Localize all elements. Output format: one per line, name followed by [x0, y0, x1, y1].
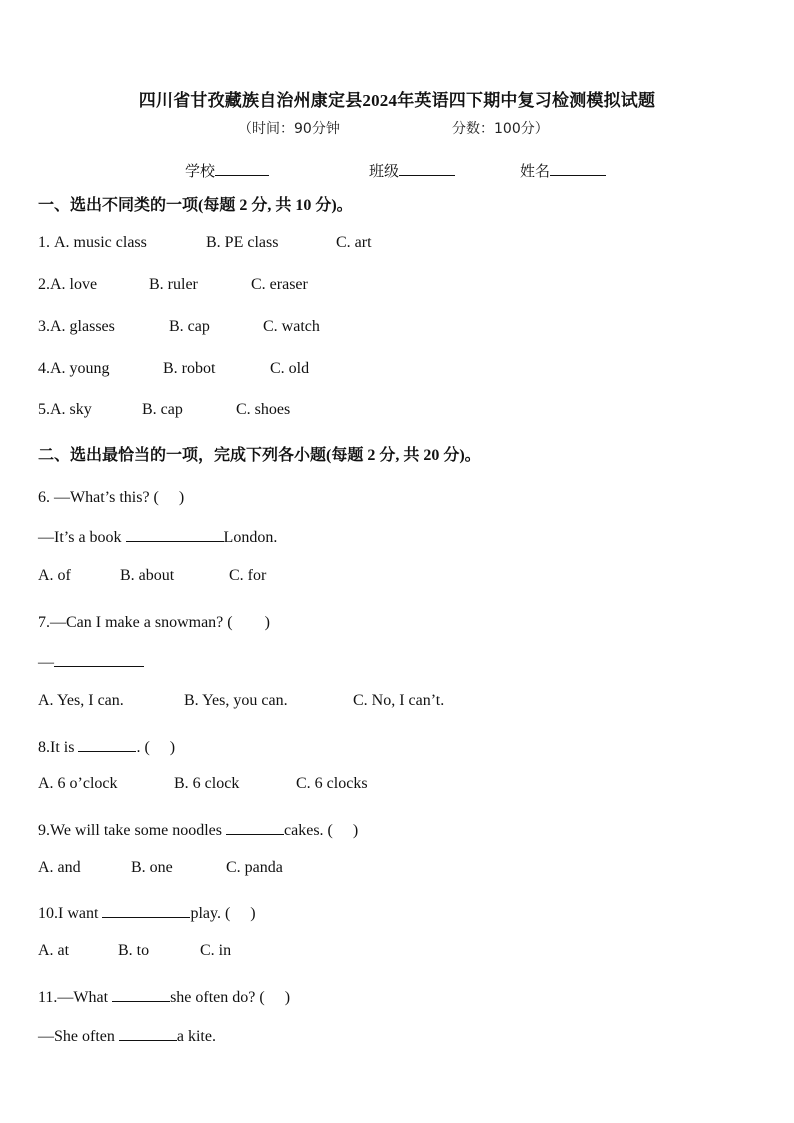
question-10-stem	[38, 900, 256, 923]
option-c: C. art	[336, 234, 372, 251]
option-b: B. to	[118, 942, 150, 959]
option-a: A. love	[50, 276, 98, 293]
question-8-stem	[38, 734, 175, 757]
question-7-options	[38, 692, 444, 710]
section-2-heading: 二、选出最恰当的一项，完成下列各小题(每题 2 分, 共 20 分)。	[38, 447, 481, 464]
question-number: 3.	[38, 318, 50, 335]
stem-text-end: play. ( )	[190, 905, 256, 922]
option-b: B. ruler	[149, 276, 198, 293]
answer-blank[interactable]	[112, 986, 170, 1002]
stem-text-end: she often do? ( )	[170, 989, 291, 1006]
answer-blank[interactable]	[226, 819, 284, 835]
question-1	[38, 234, 372, 252]
question-9-stem	[38, 817, 358, 840]
answer-blank[interactable]	[102, 902, 190, 918]
page-title: 四川省甘孜藏族自治州康定县2024年英语四下期中复习检测模拟试题	[138, 91, 656, 110]
option-c: C. eraser	[251, 276, 308, 293]
option-b: B. robot	[163, 360, 216, 377]
option-b: B. 6 clock	[174, 775, 240, 792]
option-b: B. cap	[142, 401, 183, 418]
reply-dash: —	[38, 654, 54, 671]
reply-text-end: London.	[223, 529, 278, 546]
option-a: A. and	[38, 859, 81, 876]
stem-text-end: cakes. ( )	[284, 822, 359, 839]
question-6-stem: 6. —What’s this? ( )	[38, 489, 185, 506]
option-a: A. Yes, I can.	[38, 692, 124, 709]
question-11-stem	[38, 984, 290, 1007]
option-c: C. in	[200, 942, 232, 959]
option-c: C. panda	[226, 859, 283, 876]
class-label: 班级	[369, 164, 400, 180]
option-b: B. cap	[169, 318, 210, 335]
option-c: C. shoes	[236, 401, 291, 418]
question-8-options	[38, 775, 368, 793]
reply-text-end: a kite.	[176, 1028, 216, 1045]
option-b: B. one	[131, 859, 173, 876]
question-number: 4.	[38, 360, 50, 377]
question-7-stem: 7.—Can I make a snowman? ( )	[38, 614, 270, 631]
question-3	[38, 318, 320, 336]
question-number: 2.	[38, 276, 50, 293]
name-field	[520, 160, 606, 181]
stem-text: 9.We will take some noodles	[38, 822, 227, 839]
option-a: A. at	[38, 942, 70, 959]
question-10-options	[38, 942, 231, 960]
section-1-heading: 一、选出不同类的一项(每题 2 分, 共 10 分)。	[38, 197, 353, 214]
option-a: A. 6 o’clock	[38, 775, 118, 792]
answer-blank[interactable]	[54, 651, 144, 667]
school-blank[interactable]	[215, 160, 269, 176]
question-number: 1.	[38, 234, 54, 251]
exam-time: （时间：90分钟	[238, 121, 340, 137]
question-4	[38, 360, 309, 378]
answer-blank[interactable]	[126, 526, 224, 542]
question-2	[38, 276, 308, 294]
question-9-options	[38, 859, 283, 877]
option-b: B. PE class	[206, 234, 279, 251]
stem-text-end: . ( )	[136, 739, 176, 756]
exam-score: 分数：100分）	[452, 121, 549, 137]
option-b: B. Yes, you can.	[184, 692, 288, 709]
question-5	[38, 401, 290, 419]
question-number: 5.	[38, 401, 50, 418]
option-c: C. old	[270, 360, 310, 377]
question-6-options	[38, 567, 266, 585]
school-label: 学校	[185, 164, 216, 180]
option-a: A. glasses	[50, 318, 115, 335]
stem-text: 8.It is	[38, 739, 79, 756]
question-11-reply	[38, 1025, 216, 1046]
stem-text: 11.—What	[38, 989, 113, 1006]
question-6-reply	[38, 526, 277, 547]
option-c: C. for	[229, 567, 267, 584]
school-field	[185, 160, 269, 181]
stem-text: 10.I want	[38, 905, 103, 922]
answer-blank[interactable]	[119, 1025, 177, 1041]
question-7-reply	[38, 651, 144, 672]
name-blank[interactable]	[550, 160, 606, 176]
reply-text: —It’s a book	[38, 529, 126, 546]
name-label: 姓名	[520, 164, 551, 180]
option-a: A. music class	[54, 234, 147, 251]
answer-blank[interactable]	[78, 736, 136, 752]
class-field	[369, 160, 455, 181]
reply-text: —She often	[38, 1028, 119, 1045]
option-c: C. watch	[263, 318, 320, 335]
option-a: A. of	[38, 567, 71, 584]
class-blank[interactable]	[399, 160, 455, 176]
option-c: C. No, I can’t.	[353, 692, 445, 709]
option-a: A. sky	[50, 401, 92, 418]
option-a: A. young	[50, 360, 110, 377]
option-b: B. about	[120, 567, 175, 584]
option-c: C. 6 clocks	[296, 775, 368, 792]
